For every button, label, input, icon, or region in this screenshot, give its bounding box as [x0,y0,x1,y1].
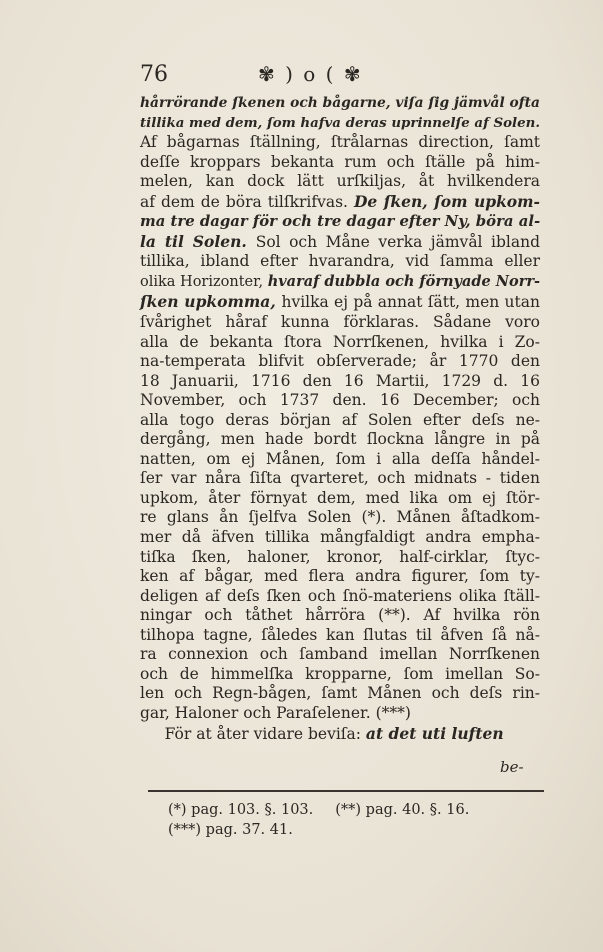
text-run: tillika, ibland efter hvarandra, vid ſamma eller [140,252,540,271]
text-run: af dem de böra tilſkrifvas. [140,192,354,211]
footnote: (*) pag. 103. §. 103. [168,802,314,818]
text-line [140,391,540,411]
text-line [140,352,540,372]
text-run: ningar och tåthet hårröra (**). Af hvilka rön [140,606,540,625]
text-line [140,172,540,192]
text-run: len och Regn-bågen, ſamt Månen och deſs rin- [140,684,540,703]
footnote: (***) pag. 37. 41. [168,822,293,838]
text-run: alla togo deras början af Solen efter deſs ne- [140,410,540,429]
text-line [140,606,540,626]
text-line [140,489,540,509]
text-line [140,724,540,745]
text-run: alla de bekanta ſtora Norrſkenen, hvilka i Zo- [140,332,540,351]
italic-run: la til Solen. [140,231,256,251]
footnote-line [168,820,469,840]
italic-run: De ſken, ſom upkom- [353,191,540,211]
text-run: mer då äfven tillika mångfaldigt andra empha- [140,528,540,547]
text-run: För at åter vidare beviſa: [140,724,366,743]
text-line [140,372,540,392]
text-run: re glans ån ſjelfva Solen (*). Månen åſtadkom- [140,508,540,527]
text-line [140,469,540,489]
text-line [140,232,540,253]
text-run: gar, Haloner och Paraſelener. (***) [140,703,411,722]
text-run: upkom, åter förnyat dem, med lika om ej ſtör- [140,488,540,507]
running-header [140,58,560,90]
text-run: ra connexion och ſamband imellan Norrſkenen [140,645,540,664]
text-line [140,508,540,528]
italic-run: hårrörande ſkenen och bågarne, viſa ſig jämvål ofta [140,95,540,111]
text-line [140,133,540,153]
footnote: (**) pag. 40. §. 16. [335,802,470,818]
text-line [140,567,540,587]
text-run: tiſka ſken, haloner, kronor, half-cirklar, ſtyc- [140,547,540,566]
text-line [140,587,540,607]
italic-run: hvaraf dubbla och förnyade Norr- [267,272,540,290]
text-line [140,450,540,470]
footnote-line [168,800,469,820]
text-line [140,153,540,173]
text-line [140,333,540,353]
text-run: tilhopa tagne, ſåledes kan ſlutas til åfven ſå nå- [140,625,540,644]
text-run: ſvårighet håraf kunna förklaras. Sådane voro [140,313,540,332]
footnote-rule [148,790,544,792]
text-line [140,313,540,333]
text-run: deſſe kroppars bekanta rum och ſtälle på him- [140,152,540,171]
text-line [140,645,540,665]
text-line [140,665,540,685]
text-run: Sol och Måne verka jämvål ibland [255,232,540,251]
text-run: natten, om ej Månen, ſom i alla deſſa håndel- [140,449,540,468]
header-ornament: ✾ ) o ( ✾ [258,62,363,86]
text-line [140,272,540,293]
catchword: be- [500,758,524,776]
footnotes [168,800,469,840]
text-line [140,252,540,272]
text-line [140,684,540,704]
text-line [140,94,540,114]
text-line [140,704,540,724]
italic-run: at det uti luften [365,723,504,743]
text-run: och de himmelſka kropparne, ſom imellan So- [140,664,540,683]
text-line [140,212,540,232]
italic-run: ma tre dagar för och tre dagar efter Ny, böra al- [140,212,541,231]
text-run: dergång, men hade bordt ſlockna långre in på [140,430,540,449]
page-number: 76 [140,61,168,87]
text-run: hvilka ej på annat ſätt, men utan [281,293,540,312]
text-run: November, och 1737 den. 16 December; och [140,391,540,410]
text-line [140,548,540,568]
italic-run: tillika med dem, ſom hafva deras uprinnelſe af Solen. [140,114,540,131]
text-line [140,114,540,134]
text-line [140,292,540,313]
text-run: melen, kan dock lätt urſkiljas, åt hvilkendera [140,172,540,191]
text-line [140,626,540,646]
text-run: ſer var nåra ſiſta qvarteret, och midnats - tiden [140,469,540,488]
text-line [140,411,540,431]
text-run: na-temperata blifvit obſerverade; år 1770 den [140,352,540,371]
italic-run: ſken upkomma, [140,292,282,312]
text-run: 18 Januarii, 1716 den 16 Martii, 1729 d. 16 [140,371,540,390]
text-line [140,430,540,450]
text-run: Af bågarnas ſtällning, ſtrålarnas direction, ſamt [140,133,540,152]
text-run: deligen af deſs ſken och ſnö-materiens olika ſtäll- [140,586,540,605]
text-run: ken af bågar, med flera andra figurer, ſom ty- [140,567,540,586]
body-text [140,94,540,744]
text-line [140,192,540,213]
text-run: olika Horizonter, [140,273,268,290]
text-line [140,528,540,548]
